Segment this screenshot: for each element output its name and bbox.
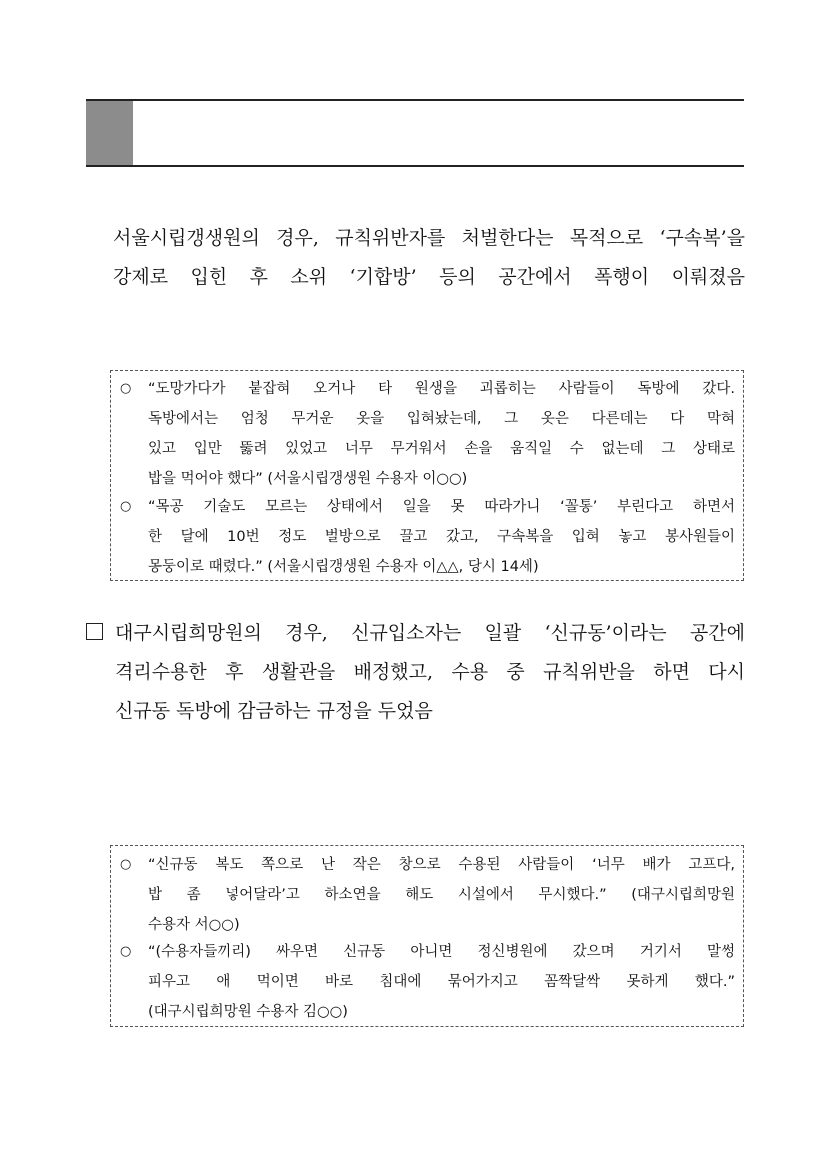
quote-line: 독방에서는 엄청 무거운 옷을 입혀놨는데, 그 옷은 다른데는 다 막혀 [148,411,735,427]
section-header-tab [86,101,133,165]
circle-bullet-icon: ○ [120,944,132,959]
daegu-line: 격리수용한 후 생활관을 배정했고, 수용 중 규칙위반을 하면 다시 [115,661,745,683]
circle-bullet-icon: ○ [120,499,132,514]
seoul-quote-box [110,370,744,581]
quote-line: 수용자 서○○) [148,917,240,933]
quote-line: 몽둥이로 때렸다.” (서울시립갱생원 수용자 이△△, 당시 14세) [148,559,539,575]
section-header-bar [86,99,744,167]
quote-line: 있고 입만 뚫려 있었고 너무 무거워서 손을 움직일 수 없는데 그 상태로 [148,441,735,457]
quote-line: 한 달에 10번 정도 벌방으로 끌고 갔고, 구속복을 입혀 놓고 봉사원들이 [148,529,735,545]
daegu-line: 대구시립희망원의 경우, 신규입소자는 일괄 ‘신규동’이라는 공간에 [115,622,745,644]
quote-line: 밥 좀 넣어달라’고 하소연을 해도 시설에서 무시했다.” (대구시립희망원 [148,887,735,903]
quote-line: “신규동 복도 쪽으로 난 작은 창으로 수용된 사람들이 ‘너무 배가 고프다, [148,857,735,873]
quote-line: (대구시립희망원 수용자 김○○) [148,1004,348,1020]
circle-bullet-icon: ○ [120,857,132,872]
daegu-quote-box [110,845,744,1027]
quote-line: “목공 기술도 모르는 상태에서 일을 못 따라가니 ‘꼴통’ 부린다고 하면서 [148,499,735,515]
daegu-line: 신규동 독방에 감금하는 규정을 두었음 [115,700,433,722]
circle-bullet-icon: ○ [120,381,132,396]
intro-paragraph [113,219,745,297]
quote-line: 피우고 애 먹이면 바로 침대에 묶어가지고 꼼짝달싹 못하게 했다.” [148,974,735,990]
checkbox-square-icon [86,623,103,640]
quote-line: “(수용자들끼리) 싸우면 신규동 아니면 정신병원에 갔으며 거기서 말썽 [148,944,735,960]
intro-line: 서울시립갱생원의 경우, 규칙위반자를 처벌한다는 목적으로 ‘구속복’을 [113,227,745,249]
intro-line: 강제로 입힌 후 소위 ‘기합방’ 등의 공간에서 폭행이 이뤄졌음 [113,266,745,288]
quote-line: 밥을 먹어야 했다” (서울시립갱생원 수용자 이○○) [148,471,468,487]
quote-line: “도망가다가 붙잡혀 오거나 타 원생을 괴롭히는 사람들이 독방에 갔다. [148,381,735,397]
